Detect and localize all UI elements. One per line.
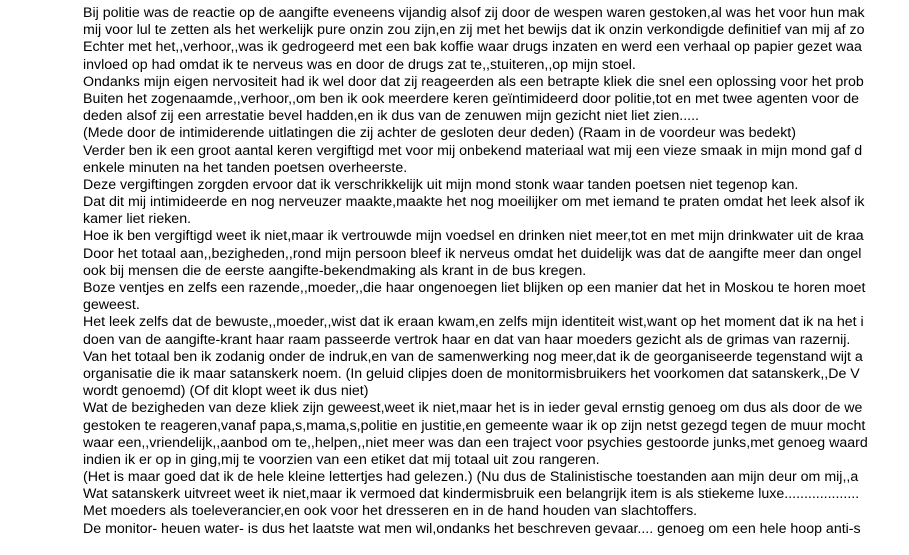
text-line: Wat de bezigheden van deze kliek zijn geweest,weet ik niet,maar het is in ieder geval ernstig genoeg om dus als door de we [83, 400, 863, 417]
text-line: Boze ventjes en zelfs een razende,,moeder,,die haar ongenoegen liet blijken op een manier dat het in Moskou te horen moet [83, 280, 866, 296]
text-line: gestoken te reageren,vanaf papa,s,mama,s,politie en justitie,en gemeente waar ik op zijn netst gezegd tegen de muur mocht [83, 417, 866, 434]
text-line: wordt genoemd) (Of dit klopt weet ik dus niet) [83, 383, 369, 400]
text-line: Deze vergiftingen zorgden ervoor dat ik verschrikkelijk uit mijn mond stonk waar tanden poetsen niet tegenop kan. [83, 176, 799, 193]
text-line: deden alsof zij een arrestatie bevel hadden,en ik dus van de zenuwen mijn gezicht niet liet zien..... [83, 108, 699, 125]
text-line: Ondanks mijn eigen nervositeit had ik wel door dat zij reageerden als een betrapte kliek die snel een oplossing voor het prob [83, 73, 864, 90]
text-line: mij voor lul te zetten als het werkelijk pure onzin zou zijn,en zij met het bewijs dat ik onzin verkondigde definitief van mij af zo [83, 22, 865, 39]
text-line: Hoe ik ben vergiftigd weet ik niet,maar ik vertrouwde mijn voedsel en drinken niet meer,tot en met mijn drinkwater uit de kraa [83, 228, 864, 245]
text-line: (Mede door de intimiderende uitlatingen die zij achter de gesloten deur deden) (Raam in de voordeur was bedekt) [83, 125, 796, 142]
text-line: invloed op had omdat ik te nerveus was en door de drugs zat te,,stuiteren,,op mijn stoel. [83, 56, 636, 73]
text-line: Met moeders als toeleverancier,en ook voor het dresseren en in de hand houden van slachtoffers. [83, 503, 698, 520]
text-line: doen van de aangifte-krant haar raam passeerde vertrok haar en dat van haar moeders gezicht als de grimas van razernij. [83, 331, 851, 348]
document-body [83, 5, 909, 538]
text-line: ook bij mensen die de eerste aangifte-bekendmaking als krant in de bus kregen. [83, 262, 587, 279]
text-line: indien ik er op in ging,mij te voorzien van een etiket dat mij totaal uit zou rangeren. [83, 451, 600, 468]
text-line: (Het is maar goed dat ik de hele kleine lettertjes had gelezen.) (Nu dus de Stalinistische toestanden aan mijn deur om mij,,a [83, 469, 859, 486]
text-line: Verder ben ik een groot aantal keren vergiftigd met voor mij onbekend materiaal wat mij een vieze smaak in mijn mond gaf d [83, 142, 863, 159]
text-line: Bij politie was de reactie op de aangifte eveneens vijandig alsof zij door de wespen waren gestoken,al was het voor hun mak [83, 5, 865, 21]
text-line: Het leek zelfs dat de bewuste,,moeder,,wist dat ik eraan kwam,en zelfs mijn identiteit wist,want op het moment dat ik na het i [83, 314, 864, 331]
text-line: Echter met het,,verhoor,,was ik gedrogeerd met een bak koffie waar drugs inzaten en werd een verhaal op papier gezet waa [83, 39, 862, 56]
text-line: Buiten het zogenaamde,,verhoor,,om ben ik ook meerdere keren geïntimideerd door politie,tot en met twee agenten voor de [83, 90, 860, 107]
text-line: geweest. [83, 297, 140, 314]
text-line: waar een,,vriendelijk,,aanbod om te,,helpen,,niet meer was dan een traject voor psychies gestoorde junks,met genoeg waard [83, 434, 868, 451]
text-line: De monitor- heuen water- is dus het laatste wat men wil,ondanks het beschreven gevaar.... genoeg om een hele hoop anti-s [83, 520, 861, 537]
text-line: Dat dit mij intimideerde en nog nerveuzer maakte,maakte het nog moeilijker om met iemand te praten omdat het leek alsof ik [83, 194, 865, 211]
text-line: enkele minuten na het tanden poetsen overheerste. [83, 159, 408, 176]
text-line: kamer liet rieken. [83, 211, 192, 228]
text-line: Door het totaal aan,,bezigheden,,rond mijn persoon bleef ik nerveus omdat het duidelijk was dat de aangifte meer dan ongel [83, 245, 862, 262]
text-line: organisatie die ik maar satanskerk noem. (In geluid clipjes doen de monitormisbruikers het voorkomen dat satanskerk,,De V [83, 365, 860, 382]
text-line: Wat satanskerk uitvreet weet ik niet,maar ik vermoed dat kindermisbruik een belangrijk item is als stiekeme luxe................... [83, 486, 860, 503]
text-line: Van het totaal ben ik zodanig onder de indruk,en van de samenwerking nog meer,dat ik de georganiseerde tegenstand wijt a [83, 348, 863, 365]
